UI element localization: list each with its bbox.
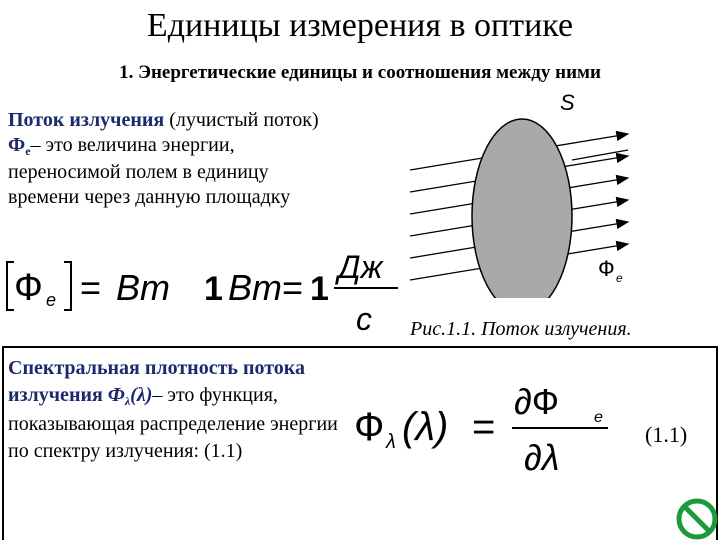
spectral-symbol: Ф (107, 384, 125, 406)
formula-one2: 1 (310, 270, 329, 308)
term-paren: (лучистый поток) (164, 109, 319, 131)
spectral-arg: (λ) (130, 384, 153, 406)
formula-denominator: с (356, 301, 372, 337)
formula2-numerator: ∂Ф (514, 381, 560, 422)
section-subtitle: 1. Энергетические единицы и соотношения между ними (119, 62, 601, 83)
definition-spectral-density (8, 355, 338, 465)
figure-flux-symbol: Ф (598, 256, 615, 281)
formula-eq2: = (282, 267, 304, 308)
formula-phi-sub: е (46, 290, 57, 310)
flux-subscript: е (25, 144, 31, 158)
formula2-phi: Ф (354, 405, 385, 449)
flux-figure (400, 88, 660, 298)
unit-formula (0, 248, 400, 340)
formula-unit2: Вт (228, 267, 282, 308)
formula2-phi-sub: λ (386, 431, 396, 453)
formula2-eq: = (472, 405, 496, 449)
formula2-denominator: ∂λ (524, 437, 560, 478)
spectral-symbol-sub: λ (124, 394, 131, 408)
formula-one: 1 (204, 270, 223, 308)
figure-flux-sub: е (616, 271, 623, 285)
definition-radiant-flux (8, 108, 328, 210)
equation-number: (1.1) (645, 422, 688, 447)
formula2-arg: (λ) (402, 405, 449, 449)
formula-numerator: Дж (338, 249, 383, 285)
definition-text: – это величина энергии, переносимой полем в единицу времени через данную площадку (8, 134, 291, 208)
surface-label: S (560, 90, 575, 115)
no-entry-icon[interactable] (676, 498, 718, 540)
flux-symbol: Ф (8, 134, 26, 156)
formula2-numerator-sub: е (594, 409, 603, 426)
formula-eq1: = (80, 267, 102, 308)
term-radiant-flux: Поток излучения (8, 109, 165, 131)
figure-caption: Рис.1.1. Поток излучения. (410, 318, 632, 340)
spectral-definition-text: – это функция, показывающая распределение энергии по спектру излучения: (1.1) (8, 384, 338, 462)
spectral-formula (350, 370, 630, 480)
term-spectral-density: Спектральная плотность потока излучения (8, 357, 306, 406)
formula-unit: Вт (116, 267, 170, 308)
page-title: Единицы измерения в оптике (146, 7, 574, 44)
formula-phi: Ф (14, 267, 43, 309)
